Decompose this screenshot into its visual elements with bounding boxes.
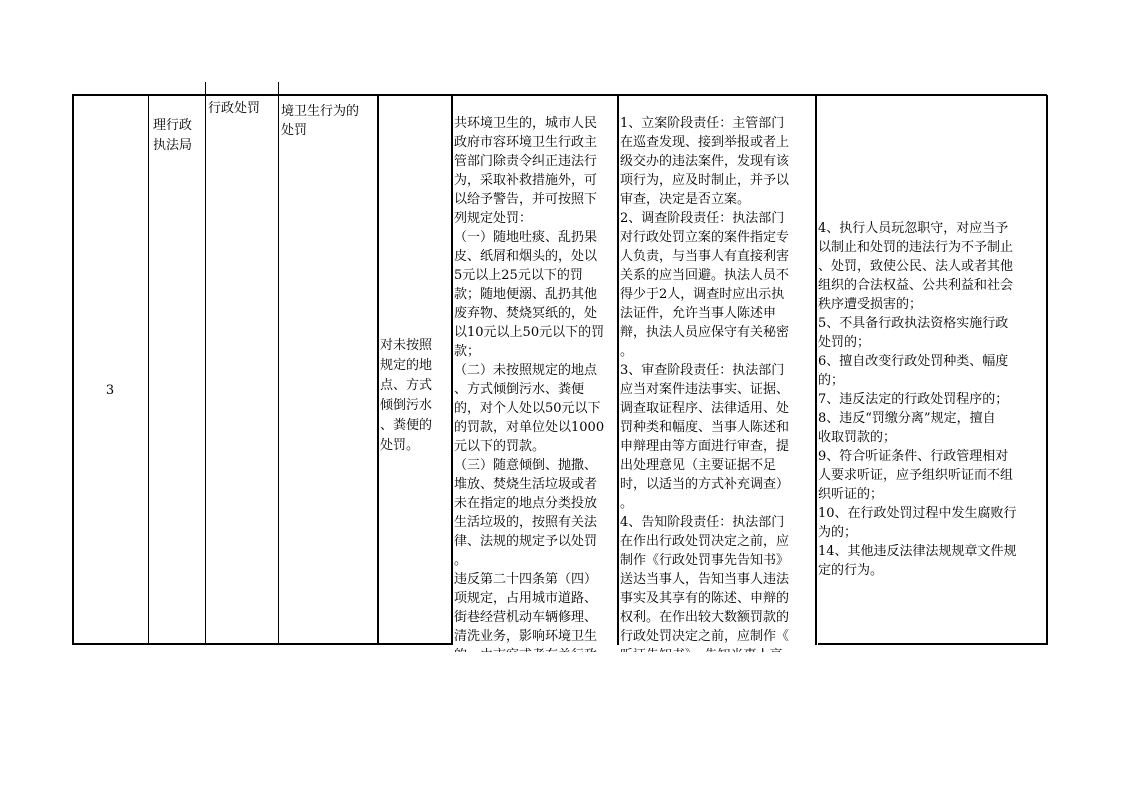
responsibility-text: 1、立案阶段责任：主管部门 在巡查发现、接到举报或者上 级交办的违法案件，发现有该 项行为，应及时制止，并予以 审查，决定是否立案。 2、调查阶段责任：执法部门 对行政处罚立案的案件指定专 人负责，与当事人有直接利害 关系的应当回避。执法人员不 得少于2人，调查时应出示执 法证件，允许当事人陈述申 辩，执法人员应保守有关秘密 。 3、审查阶段责任：执法部门 应当对案件违法事实、证据、 调查取证程序、法律适用、处 罚种类和幅度、当事人陈述和 申辩理由等方面进行审查，提 出处理意见（主要证据不足 时，以适当的方式补充调查） 。 4、告知阶段责任：执法部门 在作出行政处罚决定之前，应 制作《行政处罚事先告知书》 送达当事人，告知当事人违法 事实及其享有的陈述、申辩的 权利。在作出较大数额罚款的 行政处罚决定之前，应制作《 [620,116,790,644]
department-text: 理行政 执法局 [153,118,193,153]
col-border-8 [1046,95,1048,645]
accountability-cell [818,200,1046,578]
sub-item-top-border [377,94,452,96]
col-border-5 [451,95,453,645]
type-text: 行政处罚 [208,101,261,116]
col-border-2 [205,95,206,645]
table-bottom-border-left [72,643,451,645]
col-border-4 [377,95,379,645]
accountability-text: 4、执行人员玩忽职守，对应当予 以制止和处罚的违法行为不予制止 、处罚，致使公民、法人或者其他 组织的合法权益、公共利益和社会 秩序遭受损害的； 5、不具备行政执法资格实施行政 处罚的； 6、擅自改变行政处罚种类、幅度 的； 7、违反法定的行政处罚程序的； 8、违反“罚缴分离”规定，擅自 收取罚款的； 9、符合听证条件、行政管理相对 人要求听证，应予组织听证而不组 织听证的； 10、在行政处罚过程中发生腐败行 为的； 14、其他违反法律法规规章文件规 定的行为。 [818,221,1017,578]
sub-item-cell [380,316,452,453]
department-cell [153,96,205,156]
item-text: 境卫生行为的 处罚 [281,104,360,138]
col-border-1 [148,95,149,645]
table-top-border [72,94,1047,96]
row-number-cell [74,362,146,398]
item-cell [281,83,376,138]
col-border-3 [278,95,279,645]
table-bottom-border-right [818,643,1047,645]
col-border-0 [72,95,74,645]
basis-text: 共环境卫生的，城市人民 政府市容环境卫生行政主 管部门除责令纠正违法行 为，采取补救措施外，可 以给予警告，并可按照下 列规定处罚： （一）随地吐痰、乱扔果 皮、纸屑和烟头的，处以 5元以上25元以下的罚 款；随地便溺、乱扔其他 废弃物、焚烧冥纸的，处 以10元以上50元以下的罚 款； （二）未按照规定的地点 、方式倾倒污水、粪便 的，对个人处以50元以下 的罚款，对单位处以1000 元以下的罚款。 （三）随意倾倒、抛撒、 堆放、焚烧生活垃圾或者 未在指定的地点分类投放 生活垃圾的，按照有关法 律、法规的规定予以处罚 。 违反第二十四条第（四） 项规定，占用城市道路、 街巷经营机动车辆修理、 清洗业务，影响环境卫生 [454,116,605,644]
col-border-7 [815,95,817,645]
sub-item-text: 对未按照 规定的地 点、方式 倾倒污水 、粪便的 处罚。 [380,338,433,453]
basis-cell [454,95,617,648]
col-border-6 [617,95,619,645]
responsibility-cell [620,95,814,648]
row-number: 3 [105,383,115,398]
